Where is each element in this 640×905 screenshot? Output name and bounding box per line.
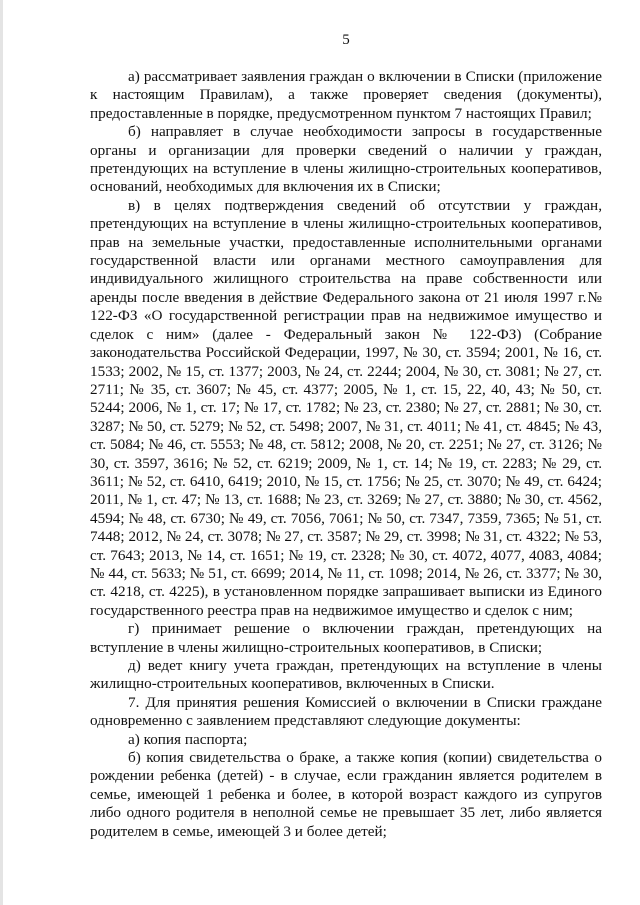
- paragraph-b-requests: б) направляет в случае необходимости запросы в государственные органы и организации для проверки сведений о наличии у граждан, претендующих на вступление в члены жилищно-строительных кооперативов, оснований, необходимых для включения их в Списки;: [90, 123, 602, 196]
- paragraph-d-registry-book: д) ведет книгу учета граждан, претендующих на вступление в члены жилищно-строительных кооперативов, включенных в Списки.: [90, 657, 602, 693]
- paragraph-a-passport: а) копия паспорта;: [128, 730, 248, 748]
- paragraph-7-documents: 7. Для принятия решения Комиссией о включении в Списки граждане одновременно с заявлением представляют следующие документы:: [90, 693, 602, 730]
- paragraph-b-certificates: б) копия свидетельства о браке, а также копия (копии) свидетельства о рождении ребенка (детей) - в случае, если гражданин является родителем в семье, имеющей 1 ребенка и более, в которой возраст каждого из супругов либо одного родителя в неполной семье не превышает 35 лет, либо является родителем в семье, имеющей 3 и более детей;: [90, 749, 602, 840]
- page-number: 5: [342, 32, 350, 48]
- paragraph-a-review: а) рассматривает заявления граждан о включении в Списки (приложение к настоящим Правилам), а также проверяет сведения (документы), предоставленные в порядке, предусмотренном пунктом 7 настоящих Правил;: [90, 68, 602, 122]
- paragraph-g-decision: г) принимает решение о включении граждан, претендующих на вступление в члены жилищно-строительных кооперативов, в Списки;: [90, 620, 602, 656]
- paragraph-v-land-rights: в) в целях подтверждения сведений об отсутствии у граждан, претендующих на вступление в члены жилищно-строительных кооперативов, прав на земельные участки, предоставленные исполнительными органами государственной власти или органами местного самоуправления для индивидуального жилищного строительства на праве собственности или аренды после введения в действие Федерального закона от 21 июля 1997 г.№ 122-ФЗ «О государственной регистрации прав на недвижимое имущество и сделок с ним» (далее - Федеральный закон № 122-ФЗ) (Собрание законодательства Российской Федерации, 1997, № 30, ст. 3594; 2001, № 16, ст. 1533; 2002, № 15, ст. 1377; 2003, № 24, ст. 2244; 2004, № 30, ст. 3081; № 27, ст. 2711; № 35, ст. 3607; № 45, ст. 4377; 2005, № 1, ст. 15, 22, 40, 43; № 50, ст. 5244; 2006, № 1, ст. 17; № 17, ст. 1782; № 23, ст. 2380; № 27, ст. 2881; № 30, ст. 3287; № 50, ст. 5279; № 52, ст. 5498; 2007, № 31, ст. 4011; № 41, ст. 4845; № 43, ст. 5084; № 46, ст. 5553; № 48, ст. 5812; 2008, № 20, ст. 2251; № 27, ст. 3126; № 30, ст. 3597, 3616; № 52, ст. 6219; 2009, № 1, ст. 14; № 19, ст. 2283; № 29, ст. 3611; № 52, ст. 6410, 6419; 2010, № 15, ст. 1756; № 25, ст. 3070; № 49, ст. 6424; 2011, № 1, ст. 47; № 13, ст. 1688; № 23, ст. 3269; № 27, ст. 3880; № 30, ст. 4562, 4594; № 48, ст. 6730; № 49, ст. 7056, 7061; № 50, ст. 7347, 7359, 7365; № 51, ст. 7448; 2012, № 24, ст. 3078; № 27, ст. 3587; № 29, ст. 3998; № 31, ст. 4322; № 53, ст. 7643; 2013, № 14, ст. 1651; № 19, ст. 2328; № 30, ст. 4072, 4077, 4083, 4084; № 44, ст. 5633; № 51, ст. 6699; 2014, № 11, ст. 1098; 2014, № 26, ст. 3377; № 30, ст. 4218, ст. 4225), в установленном порядке запрашивает выписки из Единого государственного реестра прав на недвижимое имущество и сделок с ним;: [90, 196, 602, 619]
